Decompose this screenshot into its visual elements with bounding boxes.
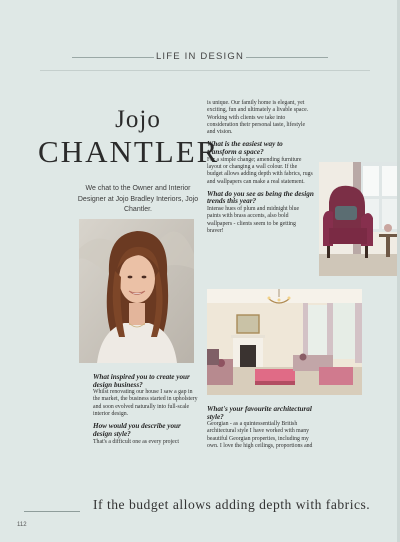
living-room-illustration — [207, 289, 362, 395]
armchair-illustration — [319, 162, 400, 276]
column-middle — [207, 100, 314, 235]
answer-paragraph: Intense hues of plum and midnight blue paints with brass accents, also bold wallpapers - clients seem to be getting braver! — [207, 206, 300, 234]
pull-quote-rule — [24, 511, 80, 512]
title-last-name: CHANTLER — [38, 134, 220, 169]
section-title: LIFE IN DESIGN — [155, 51, 245, 62]
portrait-illustration — [79, 219, 194, 363]
armchair-photo — [319, 162, 400, 276]
column-right — [207, 403, 317, 450]
title-first-name: Jojo — [115, 106, 161, 133]
pull-quote: If the budget allows adding depth with fabrics. — [93, 497, 371, 512]
answer-paragraph: Whilst renovating our house I saw a gap in the market, the business started in upholstery and soon evolved naturally into full-scale interior design. — [93, 389, 198, 418]
header-divider — [40, 70, 370, 71]
question-heading: What is the easiest way to transform a space? — [207, 140, 283, 157]
question-heading: What's your favourite architectural style? — [207, 405, 312, 421]
answer-paragraph: For a simple change; amending furniture layout or changing a wall colour. If the budget allows adding depth with fabrics, rugs and wallpapers can make a real statement. — [207, 156, 313, 185]
portrait-photo — [79, 219, 194, 363]
intro-text: We chat to the Owner and Interior Designer at Jojo Bradley Interiors, Jojo Chantler. — [77, 185, 199, 213]
column-left — [93, 371, 199, 446]
header-rule-left — [72, 57, 154, 58]
answer-paragraph: Georgian - as a quintessentially British architectural style I have worked with many beautiful Georgian properties, including my own. I love the high ceilings, proportions and — [207, 421, 313, 450]
answer-paragraph: That's a difficult one as every project — [93, 438, 179, 445]
question-heading: What inspired you to create your design business? — [93, 373, 190, 389]
answer-paragraph: is unique. Our family home is elegant, yet exciting, fun and ultimately a livable space. Working with clients we take into consideration their personal taste, lifestyle and vision. — [207, 100, 309, 136]
question-heading: What do you see as being the design trends this year? — [207, 189, 314, 206]
page-number: 112 — [17, 522, 27, 528]
header-rule-right — [246, 57, 328, 58]
question-heading: How would you describe your design style? — [93, 422, 181, 438]
living-room-photo — [207, 289, 362, 395]
